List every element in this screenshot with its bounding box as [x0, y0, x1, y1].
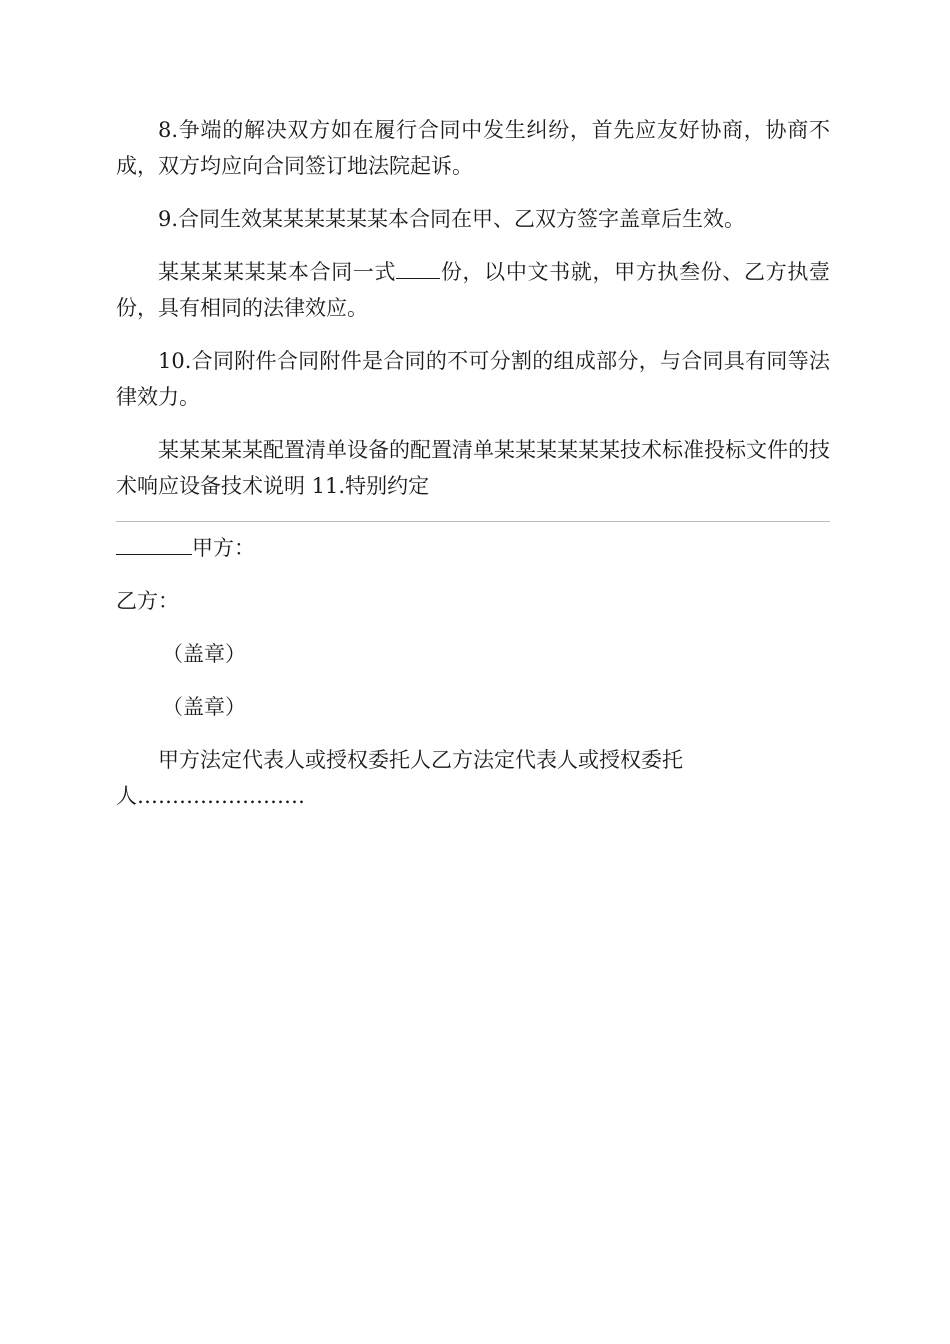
clause-contract-effect: 9.合同生效某某某某某某本合同在甲、乙双方签字盖章后生效。 [158, 207, 746, 231]
clause-configuration-list: 某某某某某配置清单设备的配置清单某某某某某某技术标准投标文件的技术响应设备技术说明 11.特别约定 [116, 438, 830, 498]
party-a-label: 甲方： [192, 536, 255, 560]
seal-b: （盖章） [162, 695, 246, 719]
party-b-line [116, 583, 830, 619]
copies-count-blank [396, 258, 440, 279]
seal-a: （盖章） [162, 642, 246, 666]
party-a-line [116, 530, 830, 566]
representatives-line: 甲方法定代表人或授权委托人乙方法定代表人或授权委托人…………………… [116, 748, 683, 808]
clause-copies-tail: 份，以中文书就，甲方执叁份、乙方执壹份，具有相同的法律效应。 [116, 260, 831, 320]
clause-attachments: 10.合同附件合同附件是合同的不可分割的组成部分，与合同具有同等法律效力。 [116, 349, 830, 409]
clause-copies [116, 254, 830, 326]
clause-dispute-resolution: 8.争端的解决双方如在履行合同中发生纠纷，首先应友好协商，协商不成，双方均应向合同签订地法院起诉。 [116, 118, 830, 178]
clause-copies-lead: 某某某某某某本合同一式 [158, 260, 397, 284]
party-a-blank [116, 532, 192, 555]
party-b-label: 乙方： [116, 589, 179, 613]
section-divider [116, 521, 830, 522]
document-page [116, 112, 830, 814]
